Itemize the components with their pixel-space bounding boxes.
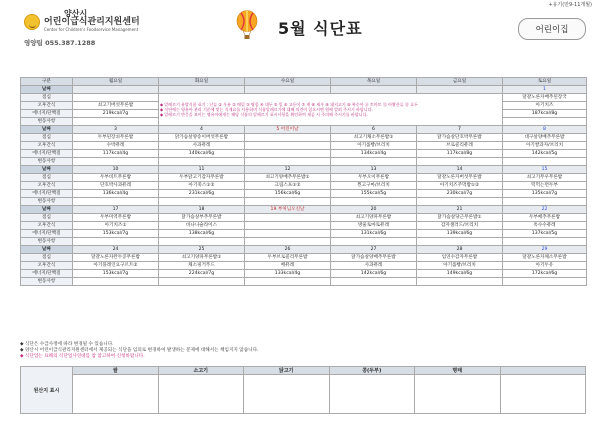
- menu-cell: [503, 198, 587, 206]
- menu-cell: [503, 118, 587, 126]
- menu-cell: 수박퓨레: [73, 142, 159, 150]
- row-label: 점심: [21, 174, 73, 182]
- row-label: 에너지/단백질: [21, 150, 73, 158]
- energy-row: [21, 150, 587, 158]
- date-row: [21, 86, 587, 94]
- menu-cell: 두부오이무른밥: [331, 174, 417, 182]
- date-cell: 27: [331, 246, 417, 254]
- page-title: 5월 식단표: [278, 19, 363, 38]
- menu-cell: [417, 238, 503, 246]
- menu-cell: 219kcal/7g: [73, 110, 159, 118]
- origin-cell: [329, 375, 415, 414]
- date-cell: 3: [73, 126, 159, 134]
- center-title: 어린이급식관리지원센터: [44, 17, 140, 28]
- menu-cell: 쇠고기양파무른밥①: [159, 254, 245, 262]
- origin-header-pollock: 명태: [415, 367, 501, 375]
- menu-cell: [503, 278, 587, 286]
- date-cell: 20: [331, 206, 417, 214]
- origin-cell: [158, 375, 244, 414]
- row-label: 점심: [21, 254, 73, 262]
- header-saturday: 토요일: [503, 78, 587, 86]
- menu-cell: 달걀노른자완두콩무른밥: [73, 254, 159, 262]
- date-cell: 11: [159, 166, 245, 174]
- menu-cell: 달걀노른자채소무른밥: [503, 254, 587, 262]
- origin-label: 원산지 표시: [21, 367, 73, 414]
- energy-row: [21, 270, 587, 278]
- menu-cell: 닭가슴살양송이버섯무른밥: [159, 134, 245, 142]
- menu-cell: [245, 230, 331, 238]
- menu-cell: [417, 198, 503, 206]
- lunch-row: [21, 254, 587, 262]
- menu-cell: [73, 278, 159, 286]
- row-label: 날짜: [21, 126, 73, 134]
- menu-cell: 달걀노른자배추된장국: [503, 94, 587, 102]
- row-label: 날짜: [21, 86, 73, 94]
- row-label: 점심: [21, 214, 73, 222]
- menu-cell: 134kcal/4g: [331, 150, 417, 158]
- row-label: 변동사항: [21, 158, 73, 166]
- row-label: 점심: [21, 134, 73, 142]
- row-label: 오후간식: [21, 102, 73, 110]
- center-phone: 영양팀 055.387.1288: [24, 39, 96, 47]
- date-cell: 1: [503, 86, 587, 94]
- menu-cell: 쇠고기양파무른밥: [331, 214, 417, 222]
- menu-cell: 153kcal/7g: [73, 270, 159, 278]
- date-cell: [417, 86, 503, 94]
- menu-cell: 155kcal/5g: [331, 190, 417, 198]
- menu-cell: 사과퓨레: [331, 262, 417, 270]
- notice-line: ◆ 식단에는 영유아 관리 기준에 맞는 식재료를 사용하며 식품알레르기에 대해 의견이 있으시면 원에 알려 주시기 바랍니다.: [160, 107, 373, 112]
- menu-cell: 채소핑거푸드: [159, 262, 245, 270]
- menu-cell: 136kcal/4g: [73, 190, 159, 198]
- menu-cell: 브로콜리퓨레: [417, 142, 503, 150]
- date-cell: 14: [417, 166, 503, 174]
- row-label: 오후간식: [21, 142, 73, 150]
- menu-cell: 133kcal/4g: [245, 270, 331, 278]
- date-cell: 6: [331, 126, 417, 134]
- menu-cell: [245, 158, 331, 166]
- date-cell: 5 어린이날: [245, 126, 331, 134]
- date-cell: [245, 86, 331, 94]
- hot-air-balloon-icon: [235, 10, 259, 40]
- menu-cell: 단호박사과퓨레: [73, 182, 159, 190]
- date-row: [21, 206, 587, 214]
- menu-cell: 187kcal/8g: [503, 110, 587, 118]
- menu-cell: 사과퓨레: [159, 142, 245, 150]
- menu-cell: [245, 134, 331, 142]
- energy-row: [21, 230, 587, 238]
- header-category: 구분: [21, 78, 73, 86]
- lunch-row: [21, 94, 587, 102]
- menu-cell: [417, 158, 503, 166]
- footnote-3: ◆ 식단업는 표해의 식단업사연대를 참 참고하여 신청바랍니다.: [20, 354, 145, 359]
- row-label: 오후간식: [21, 262, 73, 270]
- row-label: 변동사항: [21, 118, 73, 126]
- menu-cell: 두부된장쇠무른밥: [73, 134, 159, 142]
- menu-cell: 닭가슴살당근무른밥①: [417, 214, 503, 222]
- center-english: Center for Children's Foodservice Management: [44, 26, 139, 32]
- menu-cell: 쇠고기양배추무른밥①: [245, 174, 331, 182]
- date-row: [21, 126, 587, 134]
- menu-cell: 아기치즈①: [73, 222, 159, 230]
- allergy-notice: [159, 94, 503, 126]
- header-tuesday: 화요일: [159, 78, 245, 86]
- row-label: 변동사항: [21, 238, 73, 246]
- date-cell: 19 부처님오신날: [245, 206, 331, 214]
- date-cell: 24: [73, 246, 159, 254]
- snack-row: [21, 182, 587, 190]
- menu-cell: 감자샐러드/브리치: [417, 222, 503, 230]
- menu-cell: [503, 238, 587, 246]
- menu-cell: [331, 238, 417, 246]
- menu-cell: [159, 198, 245, 206]
- snack-row: [21, 222, 587, 230]
- menu-cell: [245, 222, 331, 230]
- menu-cell: [503, 158, 587, 166]
- origin-table: [20, 366, 586, 414]
- row-label: 오후간식: [21, 182, 73, 190]
- menu-cell: 아기롤빵/브리치: [331, 142, 417, 150]
- menu-cell: 방울토마토퓨레: [331, 222, 417, 230]
- row-label: 에너지/단백질: [21, 190, 73, 198]
- menu-cell: 138kcal/6g: [159, 230, 245, 238]
- menu-cell: [417, 278, 503, 286]
- lunch-row: [21, 214, 587, 222]
- menu-cell: 142kcal/5g: [503, 150, 587, 158]
- menu-cell: 두부비트무른밥: [73, 174, 159, 182]
- snack-row: [21, 142, 587, 150]
- menu-cell: 137kcal/5g: [503, 230, 587, 238]
- menu-cell: 156kcal/6g: [245, 190, 331, 198]
- origin-header-blank: [500, 367, 586, 375]
- menu-cell: 쇠고기채소무른밥①: [331, 134, 417, 142]
- change-row: [21, 158, 587, 166]
- origin-header-chicken: 닭고기: [244, 367, 330, 375]
- origin-header-tofu: 콩(두부): [329, 367, 415, 375]
- date-cell: 17: [73, 206, 159, 214]
- row-label: 에너지/단백질: [21, 110, 73, 118]
- date-cell: 26: [245, 246, 331, 254]
- menu-cell: 아기쌀과자/브리치: [503, 142, 587, 150]
- menu-cell: 두부배추무른밥: [503, 214, 587, 222]
- menu-cell: 임연수감자무른밥: [417, 254, 503, 262]
- menu-cell: 224kcal/7g: [159, 270, 245, 278]
- change-row: [21, 238, 587, 246]
- footnote-1: ◆ 식단은 수급사정에 따라 변경될 수 있습니다.: [20, 342, 114, 347]
- menu-cell: 140kcal/6g: [159, 150, 245, 158]
- date-cell: [159, 86, 245, 94]
- change-row: [21, 278, 587, 286]
- menu-cell: [245, 142, 331, 150]
- header-monday: 월요일: [73, 78, 159, 86]
- menu-cell: [245, 278, 331, 286]
- date-cell: 12: [245, 166, 331, 174]
- menu-cell: 닭가슴살부추무른밥: [159, 214, 245, 222]
- lunch-row: [21, 134, 587, 142]
- menu-cell: 아기치즈주먹밥①②: [417, 182, 503, 190]
- origin-cell: [415, 375, 501, 414]
- energy-row: [21, 190, 587, 198]
- meal-plan-table: [20, 77, 587, 286]
- date-cell: 25: [159, 246, 245, 254]
- row-label: 변동사항: [21, 278, 73, 286]
- row-label: 에너지/단백질: [21, 230, 73, 238]
- origin-header-rice: 쌀: [73, 367, 159, 375]
- date-cell: 21: [417, 206, 503, 214]
- smile-logo-icon: [24, 14, 40, 30]
- menu-cell: 닭가슴살단호박무른밥: [417, 134, 503, 142]
- menu-cell: 두부닭고기감자무른밥: [159, 174, 245, 182]
- menu-cell: [245, 238, 331, 246]
- date-row: [21, 246, 587, 254]
- menu-cell: [245, 198, 331, 206]
- date-cell: 18: [159, 206, 245, 214]
- date-cell: 7: [417, 126, 503, 134]
- date-cell: [331, 86, 417, 94]
- table-header-row: [21, 78, 587, 86]
- menu-cell: 139kcal/6g: [417, 230, 503, 238]
- menu-cell: 153kcal/7g: [73, 230, 159, 238]
- snack-row: [21, 262, 587, 270]
- row-label: 에너지/단백질: [21, 270, 73, 278]
- menu-cell: 두부미역무른밥: [73, 214, 159, 222]
- date-cell: 8: [503, 126, 587, 134]
- origin-header-beef: 소고기: [158, 367, 244, 375]
- date-cell: 22: [503, 206, 587, 214]
- department-badge: 어린이집: [518, 18, 586, 40]
- menu-cell: 찐고구마/브리치: [331, 182, 417, 190]
- menu-cell: 117kcal/4g: [73, 150, 159, 158]
- origin-cell: [244, 375, 330, 414]
- menu-cell: 231kcal/6g: [159, 190, 245, 198]
- center-city: 양산시: [64, 9, 88, 18]
- menu-cell: 바나나슬라이스: [159, 222, 245, 230]
- date-cell: 10: [73, 166, 159, 174]
- menu-cell: [331, 198, 417, 206]
- header-wednesday: 수요일: [245, 78, 331, 86]
- origin-cell: [73, 375, 159, 414]
- footnote-2: ◆ 양산시 어린이급식관리지원센터에서 제공되는 식단을 임의로 변경하여 발생하는 문제에 대해서는 책임지지 않습니다.: [20, 348, 259, 353]
- date-cell: [73, 86, 159, 94]
- date-row: [21, 166, 587, 174]
- menu-cell: 떡먹는면두부: [503, 182, 587, 190]
- menu-cell: 117kcal/8g: [417, 150, 503, 158]
- menu-cell: [73, 118, 159, 126]
- header-friday: 금요일: [417, 78, 503, 86]
- menu-cell: [73, 158, 159, 166]
- row-label: 날짜: [21, 166, 73, 174]
- date-cell: 28: [417, 246, 503, 254]
- menu-cell: 149kcal/6g: [417, 270, 503, 278]
- top-note: +유기(만9-11개월): [548, 2, 592, 8]
- menu-cell: 쇠고기버섯무른밥: [73, 102, 159, 110]
- menu-cell: 옥수수퓨레: [503, 222, 587, 230]
- menu-cell: 135kcal/7g: [503, 190, 587, 198]
- notice-line: ◆ 알레르기 반응을 보이는 영유아에게는 해당 식품의 알레르기 표시사항을 확인하여 제공 시 주의해 주시기를 바랍니다.: [160, 112, 368, 117]
- menu-cell: 쇠고기무우무른밥: [503, 174, 587, 182]
- menu-cell: 아기죽스①②: [159, 182, 245, 190]
- menu-cell: 172kcal/6g: [503, 270, 587, 278]
- menu-cell: 두부브로콜리무른밥: [245, 254, 331, 262]
- date-cell: 29: [503, 246, 587, 254]
- origin-cell: [500, 375, 586, 414]
- menu-cell: [73, 94, 159, 102]
- row-label: 날짜: [21, 206, 73, 214]
- menu-cell: [73, 198, 159, 206]
- menu-cell: [331, 278, 417, 286]
- header-thursday: 목요일: [331, 78, 417, 86]
- header: [20, 8, 586, 64]
- date-cell: 13: [331, 166, 417, 174]
- menu-cell: [159, 158, 245, 166]
- menu-cell: [245, 214, 331, 222]
- menu-cell: 131kcal/6g: [331, 230, 417, 238]
- menu-cell: 아기플레인요구르트②: [73, 262, 159, 270]
- menu-cell: 아기두유: [503, 262, 587, 270]
- lunch-row: [21, 174, 587, 182]
- menu-cell: [159, 278, 245, 286]
- footnotes: [20, 342, 259, 360]
- change-row: [21, 198, 587, 206]
- row-label: 날짜: [21, 246, 73, 254]
- menu-cell: 아기롤빵/브리치: [417, 262, 503, 270]
- date-cell: 4: [159, 126, 245, 134]
- menu-cell: 142kcal/6g: [331, 270, 417, 278]
- row-label: 변동사항: [21, 198, 73, 206]
- menu-cell: 달걀노른자버섯무른밥: [417, 174, 503, 182]
- menu-cell: 배퓨레: [245, 262, 331, 270]
- center-name: [44, 10, 140, 32]
- date-cell: 15: [503, 166, 587, 174]
- notice-line: ◆ 알레르기 유발식품 표기 : 난류 ① 우유 ② 메밀 ③ 땅콩 ④ 대두 ⑤ 밀 ⑥ 고등어 ⑦ 게 ⑧ 새우 ⑨ 돼지고기 ⑩ 복숭아 ⑪ 토마토 ⑫ 아황산류 ⑬ 호두: [160, 102, 418, 107]
- menu-cell: 크림스프①②: [245, 182, 331, 190]
- menu-cell: [73, 238, 159, 246]
- menu-cell: 230kcal/7g: [417, 190, 503, 198]
- menu-cell: [159, 238, 245, 246]
- row-label: 오후간식: [21, 222, 73, 230]
- row-label: 점심: [21, 94, 73, 102]
- menu-cell: [245, 150, 331, 158]
- menu-cell: 대구살양배추무른밥: [503, 134, 587, 142]
- menu-cell: 아기치즈: [503, 102, 587, 110]
- menu-cell: [331, 158, 417, 166]
- menu-cell: 닭가슴살양배추무른밥: [331, 254, 417, 262]
